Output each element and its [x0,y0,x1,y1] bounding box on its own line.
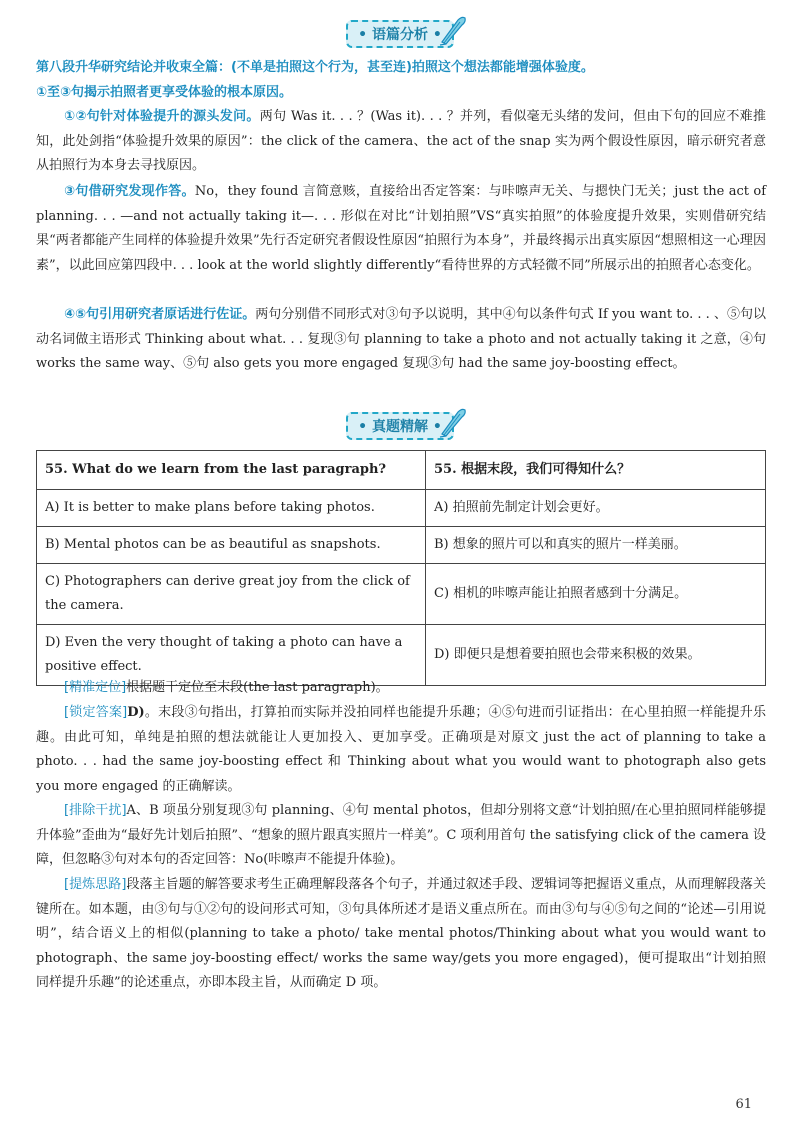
question-table [36,450,766,686]
table-row [37,527,766,564]
tips-text: 段落主旨题的解答要求考生正确理解段落各个句子，并通过叙述手段、逻辑词等把握语义重点，从而理解段落关键所在。如本题，由③句与①②句的设问形式可知，③句具体所述才是语义重点所在。而由③句与④⑤句之间的“论述—引用说明”，结合语义上的相似(planning to take a photo/ take mental photos/Thinking about what you would want to photograph、the same joy-boosting effect/ works the same way/gets you more engaged)，便可提取出“计划拍照同样提升乐趣”的论述重点，亦即本段主旨，从而确定 D 项。 [36,877,766,991]
section-tag-analysis [340,20,460,48]
option-d-zh: D) 即便只是想着要拍照也会带来积极的效果。 [426,625,766,686]
quill-pen-icon [438,406,468,438]
table-row [37,490,766,527]
section-tag-question [340,412,460,440]
option-a-en: A) It is better to make plans before taking photos. [37,490,426,527]
option-c-en: C) Photographers can derive great joy from the click of the camera. [37,564,426,625]
answer-label: [锁定答案] [64,705,128,720]
option-d-en: D) Even the very thought of taking a photo can have a positive effect. [37,625,426,686]
locate-label: [精准定位] [64,680,127,695]
answer-text: 。末段③句指出，打算拍而实际并没拍同样也能提升乐趣；④⑤句进而引证指出：在心里拍照一样能提升乐趣。由此可知，单纯是拍照的想法就能让人更加投入、更加享受。正确项是对原文 just the act of planning to take a photo. . . had the same joy-boosting effect 和 Thinking about what you would want to photograph also gets you more engaged 的正确解读。 [36,705,766,794]
quill-pen-icon [438,14,468,46]
question-stem-zh: 55. 根据末段，我们可得知什么？ [426,451,766,490]
exclude-text: A、B 项虽分别复现③句 planning、④句 mental photos，但却分别将文意“计划拍照/在心里拍照同样能够提升体验”歪曲为“最好先计划后拍照”、“想象的照片跟真实照片一样美”。C 项利用首句 the satisfying click of the camera 设障，但忽略③句对本句的否定回答：No(咔嚓声不能提升体验)。 [36,803,766,868]
explain-exclude [36,799,766,873]
paragraph-1-body: 两句 Was it. . . ？(Was it). . . ？并列，看似毫无头绪的发问，但由下句的回应不难推知，此处剑指“体验提升效果的原因”：the click of the camera、the act of the snap 实为两个假设性原因，暗示研究者意从拍照行为本身去寻找原因。 [36,109,766,174]
section-tag-label: • 真题精解 • [346,412,454,440]
answer-key: D) [127,705,145,720]
table-row [37,564,766,625]
analysis-paragraph-1 [36,105,766,179]
option-a-zh: A) 拍照前先制定计划会更好。 [426,490,766,527]
exclude-label: [排除干扰] [64,803,127,818]
locate-text: 根据题干定位至末段(the last paragraph)。 [126,680,389,695]
option-c-zh: C) 相机的咔嚓声能让拍照者感到十分满足。 [426,564,766,625]
paragraph-3-lead: ④⑤句引用研究者原话进行佐证。 [64,307,256,322]
explain-locate [36,676,766,701]
analysis-paragraph-3 [36,303,766,377]
table-row [37,451,766,490]
explain-answer [36,701,766,799]
section-tag-label: • 语篇分析 • [346,20,454,48]
analysis-subheading: ①至③句揭示拍照者更享受体验的根本原因。 [36,84,293,100]
option-b-zh: B) 想象的照片可以和真实的照片一样美丽。 [426,527,766,564]
paragraph-2-body: No，they found 言简意赅，直接给出否定答案：与咔嚓声无关、与摁快门无关；just the act of planning. . . —and not actually taking it—. . . 形似在对比“计划拍照”VS“真实拍照”的体验度提升效果，实则借研究结果“两者都能产生同样的体验提升效果”先行否定研究者假设性原因“拍照行为本身”，并最终揭示出真实原因“想照相这一心理因素”，以此回应第四段中. . . look at the world slightly differently“看待世界的方式轻微不同”所展示出的拍照者心态变化。 [36,184,767,273]
analysis-heading: 第八段升华研究结论并收束全篇：(不单是拍照这个行为，甚至连)拍照这个想法都能增强体验度。 [36,60,594,75]
question-stem-en: 55. What do we learn from the last paragraph? [37,451,426,490]
paragraph-2-lead: ③句借研究发现作答。 [64,184,195,199]
paragraph-1-lead: ①②句针对体验提升的源头发问。 [64,109,260,124]
page-number: 61 [735,1097,752,1112]
tips-label: [提炼思路] [64,877,127,892]
option-b-en: B) Mental photos can be as beautiful as snapshots. [37,527,426,564]
paragraph-3-body: 两句分别借不同形式对③句予以说明，其中④句以条件句式 If you want to. . . 、⑤句以动名词做主语形式 Thinking about what. . . 复现③句 planning to take a photo and not actually taking it 之意，④句 works the same way、⑤句 also gets you more engaged 复现③句 had the same joy-boosting effect。 [36,307,766,372]
analysis-paragraph-2 [36,180,766,278]
analysis-heading-block [36,56,766,105]
explain-tips [36,873,766,996]
